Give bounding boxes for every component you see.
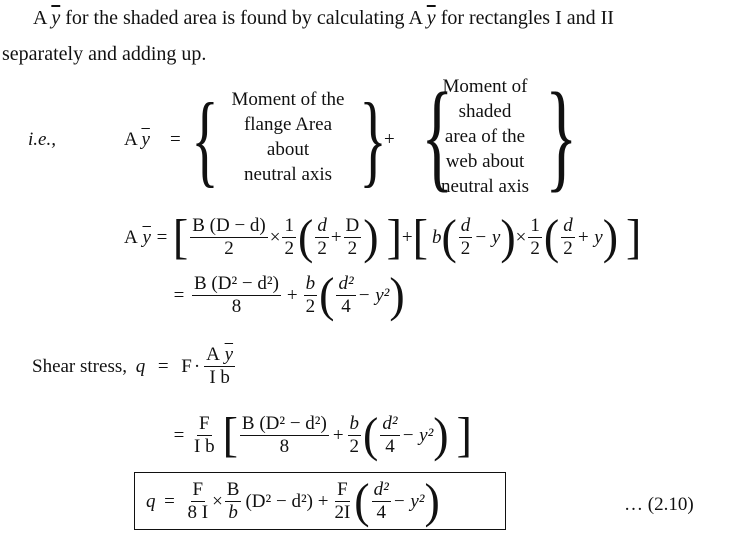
moment-flange-line: neutral axis xyxy=(243,164,333,185)
paren-close: ) xyxy=(363,209,379,264)
fraction xyxy=(315,215,329,259)
bracket-open: [ xyxy=(172,209,189,264)
times-sign: × xyxy=(269,226,281,248)
fraction xyxy=(282,215,296,259)
numerator: d xyxy=(563,215,573,237)
intro-line-1 xyxy=(33,8,614,28)
fraction xyxy=(204,344,235,388)
fraction xyxy=(380,413,399,457)
numerator: F xyxy=(192,479,204,501)
y-bar-symbol: $\overline{y}$ xyxy=(51,7,61,29)
brace-close: } xyxy=(359,82,387,197)
d-squared-difference: (D² − d²) + xyxy=(245,490,329,512)
a-symbol: A xyxy=(206,344,220,366)
numerator: D xyxy=(345,215,360,237)
ie-label: i.e., xyxy=(28,129,56,150)
moment-flange-line: about xyxy=(266,139,310,160)
minus-y-squared: − y² xyxy=(392,490,425,512)
times-sign: × xyxy=(212,490,223,512)
intro-text-a: A xyxy=(33,7,47,29)
intro-text-c: for rectangles I and II xyxy=(435,7,614,29)
fraction xyxy=(186,479,211,523)
plus-sign: + xyxy=(384,129,395,150)
ay-expansion-line xyxy=(124,209,642,264)
denominator: 8 xyxy=(279,435,290,457)
q-symbol: q xyxy=(146,490,156,512)
fraction xyxy=(528,215,542,259)
ib-text: I b xyxy=(209,366,230,388)
bracket-close: ] xyxy=(386,209,402,264)
paren-close: ) xyxy=(602,209,619,264)
bracket-close: ] xyxy=(456,407,472,462)
denominator: 2 xyxy=(460,237,471,259)
paren-open: ( xyxy=(297,209,314,264)
ay-label-1 xyxy=(124,130,150,149)
paren-open: ( xyxy=(319,267,335,322)
fraction xyxy=(561,215,575,259)
final-equation xyxy=(146,473,440,528)
paren-open: ( xyxy=(354,473,370,528)
fraction xyxy=(192,413,217,457)
denominator: 2 xyxy=(349,435,360,457)
a-symbol: A xyxy=(124,226,138,248)
numerator: b xyxy=(305,273,316,295)
shear-stress-label: Shear stress, xyxy=(32,355,127,377)
brace-close: } xyxy=(545,68,578,203)
y-bar-symbol: $\overline{y}$ xyxy=(224,344,234,366)
denominator: 4 xyxy=(385,435,395,457)
denominator: 4 xyxy=(341,295,351,317)
fraction xyxy=(348,413,362,457)
brace-open: { xyxy=(421,68,454,203)
fraction xyxy=(372,479,391,523)
numerator: B (D − d) xyxy=(192,215,266,237)
equals-sign: = xyxy=(164,490,175,512)
denominator: 2 xyxy=(305,295,316,317)
denominator: 2 xyxy=(317,237,327,259)
fraction xyxy=(336,273,355,317)
paren-close: ) xyxy=(389,267,405,322)
denominator: 8 xyxy=(231,295,242,317)
denominator xyxy=(207,367,232,388)
dot-operator: · xyxy=(193,355,201,377)
equals-sign: = xyxy=(156,226,168,248)
fraction xyxy=(332,479,352,523)
paren-close: ) xyxy=(500,209,516,264)
fraction xyxy=(192,273,281,317)
numerator: B xyxy=(226,479,240,501)
numerator: B (D² − d²) xyxy=(241,413,327,435)
denominator: 4 xyxy=(376,501,386,523)
denominator: 2 xyxy=(347,237,358,259)
paren-open: ( xyxy=(441,209,457,264)
q-symbol: q xyxy=(135,355,146,377)
numerator: F xyxy=(199,413,210,435)
denominator: I b xyxy=(194,435,215,457)
fraction xyxy=(240,413,329,457)
numerator: d² xyxy=(338,273,354,295)
moment-web-line: web about xyxy=(445,151,525,172)
numerator: F xyxy=(337,479,348,501)
fraction xyxy=(459,215,473,259)
fraction xyxy=(344,215,362,259)
denominator: 2 xyxy=(224,237,234,259)
numerator: d² xyxy=(373,479,389,501)
paren-close: ) xyxy=(424,473,440,528)
equals-sign: = xyxy=(173,424,185,446)
moment-web-block xyxy=(430,74,540,199)
numerator: d xyxy=(460,215,471,237)
fraction xyxy=(190,215,268,259)
moment-flange-line: flange Area xyxy=(243,114,333,135)
equation-number: … (2.10) xyxy=(624,494,694,515)
plus-y: + y xyxy=(576,226,603,248)
numerator: d xyxy=(317,215,327,237)
moment-web-line: neutral axis xyxy=(440,176,530,197)
bracket-close: ] xyxy=(626,209,642,264)
moment-web-line: Moment of xyxy=(442,76,528,97)
paren-open: ( xyxy=(543,209,560,264)
denominator: 8 I xyxy=(187,501,209,523)
plus-sign: + xyxy=(401,226,413,248)
fraction xyxy=(225,479,242,523)
denominator: 2 xyxy=(563,237,573,259)
numerator: d² xyxy=(382,413,398,435)
equals-sign: = xyxy=(173,284,185,306)
plus-sign: + xyxy=(330,226,342,248)
bracket-open: [ xyxy=(222,407,238,462)
paren-close: ) xyxy=(433,407,449,462)
plus-sign: + xyxy=(332,424,344,446)
plus-sign: + xyxy=(286,284,298,306)
equals-sign: = xyxy=(157,355,169,377)
minus-y: − y xyxy=(474,226,501,248)
numerator: B (D² − d²) xyxy=(194,273,279,295)
minus-y-squared: − y² xyxy=(401,424,434,446)
brace-open: { xyxy=(191,82,219,197)
y-bar-symbol: $\overline{y}$ xyxy=(141,129,150,150)
intro-line-2: separately and adding up. xyxy=(2,43,207,65)
fraction xyxy=(304,273,318,317)
shear-stress-line xyxy=(32,343,237,389)
moment-web-line: area of the xyxy=(444,126,526,147)
b-symbol: b xyxy=(431,226,442,248)
paren-open: ( xyxy=(363,407,379,462)
numerator: 1 xyxy=(530,215,540,237)
denominator: 2 xyxy=(284,237,294,259)
moment-flange-line: Moment of the xyxy=(231,89,345,110)
moment-flange-block xyxy=(213,87,363,187)
equals-sign: = xyxy=(170,129,181,150)
denominator: 2 xyxy=(530,237,540,259)
shear-expanded-line xyxy=(168,407,472,462)
intro-text-b: for the shaded area is found by calculating A xyxy=(60,7,422,29)
bracket-open: [ xyxy=(412,209,428,264)
f-symbol: F xyxy=(181,355,192,377)
y-bar-symbol: $\overline{y}$ xyxy=(142,226,151,248)
numerator xyxy=(204,344,235,366)
denominator: 2I xyxy=(334,501,351,523)
times-sign: × xyxy=(515,226,527,248)
denominator: b xyxy=(228,501,238,523)
y-bar-symbol: $\overline{y}$ xyxy=(426,7,436,29)
numerator: 1 xyxy=(284,215,294,237)
minus-y-squared: − y² xyxy=(357,284,390,306)
a-symbol: A xyxy=(124,129,137,150)
simplified-line xyxy=(168,267,405,322)
numerator: b xyxy=(349,413,360,435)
moment-web-line: shaded xyxy=(458,101,512,122)
